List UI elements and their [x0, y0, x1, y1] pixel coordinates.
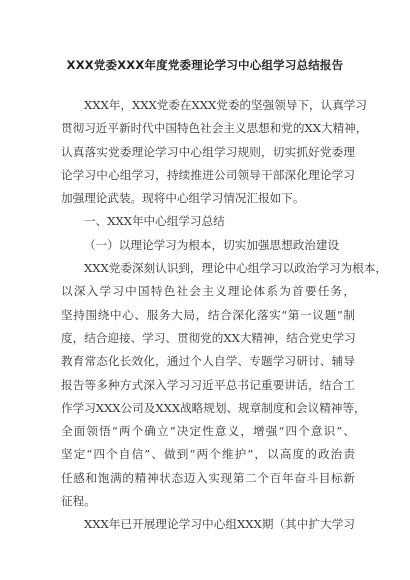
body-line: 教育常态化长效化，通过个人自学、专题学习研讨、辅导: [61, 354, 355, 369]
body-line: XXX年，XXX党委在XXX党委的坚强领导下，认真学习: [84, 98, 367, 112]
body-line: 报告等多种方式深入学习习近平总书记重要讲话，结合工: [61, 377, 355, 392]
body-line: 度，结合迎接、学习、贯彻党的XX大精神，结合党史学习: [61, 330, 356, 345]
body-line: 作学习XXX公司及XXX战略规划、规章制度和会议精神等，: [61, 400, 366, 415]
body-line: 坚定“四个自信”、做到“两个维护”，以高度的政治责: [61, 447, 355, 462]
body-line: 坚持围绕中心、服务大局，结合深化落实“第一议题”制: [61, 307, 355, 322]
body-line: XXX党委深刻认识到，理论中心组学习以政治学习为根本，: [84, 261, 388, 276]
body-line: 征程。: [61, 494, 96, 509]
body-line: 任感和饱满的精神状态迈入实现第二个百年奋斗目标新: [61, 470, 355, 485]
body-line: 加强理论武装。现将中心组学习情况汇报如下。: [61, 191, 305, 206]
body-line: 论学习中心组学习，持续推进公司领导干部深化理论学习: [61, 167, 355, 182]
body-line: XXX年已开展理论学习中心组XXX期（其中扩大学习: [84, 517, 355, 532]
body-line: （一）以理论学习为根本，切实加强思想政治建设: [84, 237, 340, 252]
body-line: 一、XXX年中心组学习总结: [84, 214, 225, 229]
body-line: 贯彻习近平新时代中国特色社会主义思想和党的XX大精神，: [61, 121, 368, 136]
body-line: 全面领悟“两个确立”决定性意义，增强“四个意识”、: [61, 424, 355, 439]
document-title: XXX党委XXX年度党委理论学习中心组学习总结报告: [66, 58, 344, 72]
body-line: 认真落实党委理论学习中心组学习规则，切实抓好党委理: [61, 144, 355, 159]
document-body: [61, 94, 388, 537]
body-line: 以深入学习中国特色社会主义理论体系为首要任务，: [61, 284, 355, 299]
